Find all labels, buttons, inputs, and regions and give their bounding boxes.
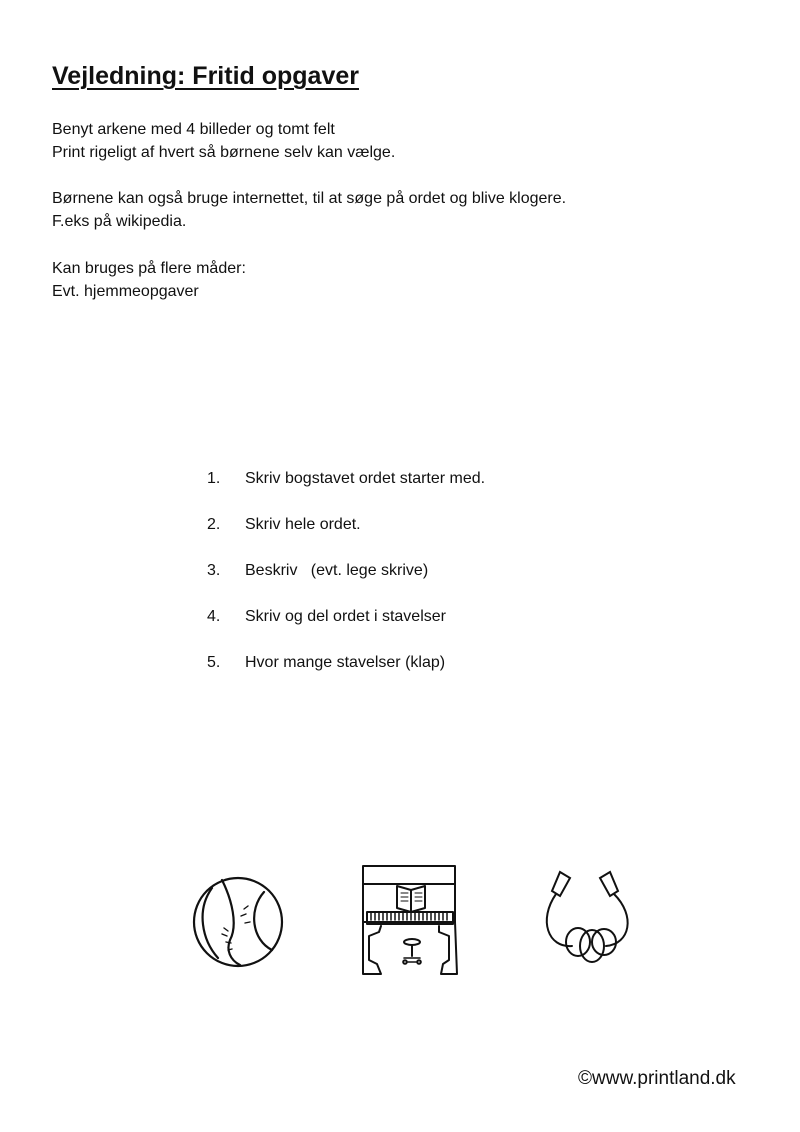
internet-paragraph [52,187,566,233]
steps-list [207,470,485,700]
step-text: Hvor mange stavelser (klap) [245,654,446,671]
list-item [207,654,485,700]
paragraph-line: Benyt arkene med 4 billeder og tomt felt [52,121,335,138]
step-text: Skriv og del ordet i stavelser [245,608,446,625]
step-number: 4. [207,608,221,625]
piano-icon [355,860,470,980]
copyright-footer: ©www.printland.dk [578,1068,736,1089]
paragraph-line: Kan bruges på flere måder: [52,260,246,277]
list-item [207,608,485,654]
list-item [207,562,485,608]
usage-paragraph [52,257,246,303]
paragraph-line: F.eks på wikipedia. [52,213,187,230]
step-text: Beskriv (evt. lege skrive) [245,562,429,579]
step-number: 3. [207,562,221,579]
paragraph-line: Evt. hjemmeopgaver [52,283,199,300]
step-text: Skriv bogstavet ordet starter med. [245,470,486,487]
step-number: 1. [207,470,221,487]
step-number: 5. [207,654,221,671]
jump-rope-icon [538,868,648,972]
paragraph-line: Print rigeligt af hvert så børnene selv kan vælge. [52,144,396,161]
step-number: 2. [207,516,221,533]
step-text: Skriv hele ordet. [245,516,361,533]
tennis-ball-icon [186,870,290,974]
list-item [207,516,485,562]
intro-paragraph [52,118,395,164]
list-item [207,470,485,516]
page-title: Vejledning: Fritid opgaver [52,62,359,90]
paragraph-line: Børnene kan også bruge internettet, til at søge på ordet og blive klogere. [52,190,567,207]
